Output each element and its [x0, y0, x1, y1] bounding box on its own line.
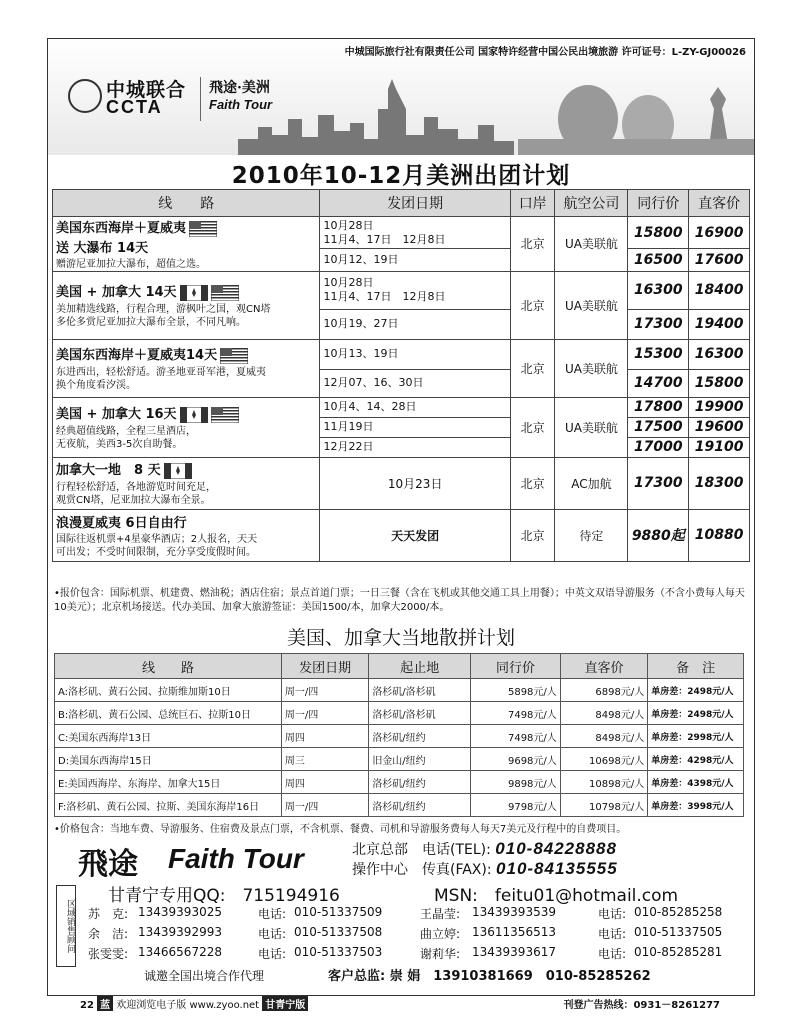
peer-price: 7498元/人	[471, 702, 561, 725]
direct-price: 19600	[689, 417, 750, 437]
ad-hotline: 刊登广告热线：0931－8261277	[563, 1000, 720, 1011]
website-link[interactable]: www.zyoo.net	[189, 1000, 260, 1011]
brand-en: Faith Tour	[209, 97, 273, 112]
remark-cell: 单房差：2498元/人	[648, 679, 744, 702]
table-row	[55, 679, 744, 702]
price-includes-note: •报价包含：国际机票、机建费、燃油税；酒店住宿；景点首道门票；一日三餐（含在飞机或其他交通工具上用餐）；中英文双语导游服务（不含小费每人每天10美元）；北京机场接送。代办美国、加拿大旅游签证：美国1500/本，加拿大2000/本。	[54, 588, 745, 613]
header-remark: 备 注	[648, 654, 744, 679]
route-description: 经典超值线路，全程三星酒店， 无夜航，美西3-5次自助餐。	[56, 425, 196, 450]
route-description: 东进西出，轻松舒适。游圣地亚哥军港，夏威夷 换个角度看汐渓。	[56, 366, 266, 391]
direct-price: 10798元/人	[560, 794, 647, 817]
staff-tel-label: 电话:	[598, 947, 627, 961]
staff-tel-label: 电话:	[598, 927, 627, 941]
globe-icon	[68, 79, 102, 113]
route-cell: C:美国东西海岸13日	[55, 725, 282, 748]
hq-number: 010-84228888	[495, 839, 617, 858]
table-row	[53, 339, 750, 369]
region-sales-label: 区域销售顾问	[56, 885, 76, 967]
direct-price: 16900	[689, 217, 750, 249]
date-cell: 11月19日	[320, 417, 510, 437]
peer-price: 7498元/人	[471, 725, 561, 748]
city-skyline-image	[238, 79, 754, 155]
table-row	[53, 457, 750, 509]
header-date: 发团日期	[320, 190, 510, 217]
peer-price: 15300	[628, 339, 689, 369]
route-name	[56, 217, 316, 237]
staff-mobile: 13439393617	[472, 945, 556, 959]
date-cell: 周四	[281, 725, 368, 748]
date-cell: 12月22日	[320, 437, 510, 457]
remark-cell: 单房差：3998元/人	[648, 794, 744, 817]
hq-label: 北京总部 电话(TEL):	[352, 842, 491, 858]
route-cell	[53, 457, 320, 509]
table-row	[53, 397, 750, 417]
staff-tel-label: 电话:	[258, 947, 287, 961]
route-subtitle: 送 大瀑布 14天	[56, 240, 149, 256]
local-header-row	[55, 654, 744, 679]
ops-fax-row	[352, 859, 752, 879]
staff-tel: 010-85285281	[634, 945, 723, 959]
table-row	[55, 702, 744, 725]
canada-flag-icon	[164, 463, 192, 479]
route-description: 赠游尼亚加拉大瀑布，超值之选。	[56, 258, 206, 270]
table-row	[55, 748, 744, 771]
table-row	[53, 217, 750, 249]
origin-dest-cell: 洛杉矶/纽约	[369, 794, 471, 817]
date-cell: 周三	[281, 748, 368, 771]
route-description: 美加精选线路，行程合理，游枫叶之国，观CN塔 多伦多赏尼亚加拉大瀑布全景，不同凡响。	[56, 303, 271, 328]
usa-flag-icon	[220, 348, 248, 364]
route-title: 加拿大一地 8 天	[56, 463, 161, 479]
table-row	[53, 271, 750, 309]
header-route: 线 路	[55, 654, 282, 679]
peer-price: 17500	[628, 417, 689, 437]
peer-price: 17000	[628, 437, 689, 457]
hq-phone-row	[352, 839, 752, 859]
table-row	[55, 794, 744, 817]
usa-flag-icon	[211, 407, 239, 423]
remark-cell: 单房差：2998元/人	[648, 725, 744, 748]
supervisor-contact: 客户总监: 崇 娟 13910381669 010-85285262	[328, 969, 651, 984]
staff-tel-label: 电话:	[258, 927, 287, 941]
direct-price: 10698元/人	[560, 748, 647, 771]
staff-contacts	[88, 905, 752, 965]
route-name	[56, 281, 316, 301]
staff-row	[88, 925, 752, 945]
agent-invitation: 诚邀全国出境合作代理	[144, 969, 265, 983]
date-cell: 周一/四	[281, 702, 368, 725]
logo-en: CCTA	[106, 97, 163, 117]
route-name: 浪漫夏威夷 6日自由行	[56, 515, 187, 531]
table-row	[55, 725, 744, 748]
origin-dest-cell: 旧金山/纽约	[369, 748, 471, 771]
peer-price: 5898元/人	[471, 679, 561, 702]
logo-cn: 中城联合	[106, 79, 187, 101]
port-cell: 北京	[510, 509, 555, 561]
header-direct-price: 直客价	[689, 190, 750, 217]
date-cell: 周四	[281, 771, 368, 794]
header-port: 口岸	[510, 190, 555, 217]
staff-name: 谢莉华:	[420, 947, 461, 961]
welcome-text: 欢迎浏览电子版	[116, 1000, 187, 1011]
ops-number: 010-84135555	[496, 859, 618, 878]
staff-tel: 010-85285258	[634, 905, 723, 919]
direct-price: 6898元/人	[560, 679, 647, 702]
date-cell: 10月19、27日	[320, 309, 510, 339]
date-cell: 天天发团	[320, 509, 510, 561]
peer-price: 9898元/人	[471, 771, 561, 794]
direct-price: 8498元/人	[560, 725, 647, 748]
header-peer-price: 同行价	[628, 190, 689, 217]
direct-price: 17600	[689, 249, 750, 271]
route-cell	[53, 397, 320, 457]
table-row	[53, 509, 750, 561]
ccta-logo	[64, 73, 194, 121]
peer-price: 9798元/人	[471, 794, 561, 817]
peer-price: 16300	[628, 271, 689, 309]
route-cell	[53, 339, 320, 397]
peer-price: 17800	[628, 397, 689, 417]
edition-badge: 甘青宁版	[262, 996, 308, 1011]
direct-price: 16300	[689, 339, 750, 369]
staff-name: 张雯雯:	[88, 947, 129, 961]
peer-price: 15800	[628, 217, 689, 249]
route-title: 美国 + 加拿大 14天	[56, 285, 177, 301]
hq-contacts	[352, 839, 752, 879]
route-cell	[53, 509, 320, 561]
usa-flag-icon	[211, 285, 239, 301]
direct-price: 19100	[689, 437, 750, 457]
route-cell	[53, 271, 320, 339]
msn-contact: MSN: feitu01@hotmail.com	[434, 886, 679, 906]
route-title: 美国东西海岸＋夏威夷14天	[56, 348, 218, 364]
header-date: 发团日期	[281, 654, 368, 679]
peer-price: 17300	[628, 457, 689, 509]
header-peer-price: 同行价	[471, 654, 561, 679]
route-name	[56, 403, 316, 423]
remark-cell: 单房差：2498元/人	[648, 702, 744, 725]
port-cell: 北京	[510, 339, 555, 397]
route-name	[56, 344, 316, 364]
direct-price: 8498元/人	[560, 702, 647, 725]
peer-price: 9698元/人	[471, 748, 561, 771]
staff-mobile: 13611356513	[472, 925, 556, 939]
ops-label: 操作中心 传真(FAX):	[352, 862, 492, 878]
staff-tel-label: 电话:	[258, 907, 287, 921]
staff-tel: 010-51337508	[294, 925, 383, 939]
direct-price: 18300	[689, 457, 750, 509]
date-cell: 周一/四	[281, 794, 368, 817]
airline-cell: AC加航	[555, 457, 628, 509]
peer-price: 9880起	[628, 509, 689, 561]
staff-name: 曲立婷:	[420, 927, 461, 941]
date-cell: 10月4、14、28日	[320, 397, 510, 417]
brand-en: Faith Tour	[168, 843, 304, 874]
date-cell: 12月07、16、30日	[320, 369, 510, 397]
direct-price: 19900	[689, 397, 750, 417]
page-number: 22	[80, 1000, 94, 1011]
route-cell: F:洛杉矶、黄石公园、拉斯、美国东海岸16日	[55, 794, 282, 817]
port-cell: 北京	[510, 457, 555, 509]
date-cell: 周一/四	[281, 679, 368, 702]
peer-price: 17300	[628, 309, 689, 339]
header-route: 线 路	[53, 190, 320, 217]
local-price-note: •价格包含：当地车费、导游服务、住宿费及景点门票，不含机票、餐费、司机和导游服务费每人每天7美元及行程中的自费项目。	[54, 824, 627, 835]
date-cell: 10月28日 11月4、17日 12月8日	[320, 217, 510, 249]
license-text: 中城国际旅行社有限责任公司 国家特许经营中国公民出境旅游 许可证号：L-ZY-GJ00026	[344, 47, 746, 58]
direct-price: 10880	[689, 509, 750, 561]
canada-flag-icon	[180, 407, 208, 423]
header-origin-dest: 起止地	[369, 654, 471, 679]
origin-dest-cell: 洛杉矶/纽约	[369, 725, 471, 748]
port-cell: 北京	[510, 271, 555, 339]
staff-row	[88, 905, 752, 925]
tours-header-row	[53, 190, 750, 217]
usa-flag-icon	[189, 221, 217, 237]
peer-price: 16500	[628, 249, 689, 271]
route-description: 国际往返机票+4星豪华酒店；2人报名，天天 可出发；不受时间限制，充分享受度假时间。	[56, 533, 258, 558]
airline-cell: UA美联航	[555, 217, 628, 272]
date-cell: 10月13、19日	[320, 339, 510, 369]
route-name	[56, 459, 316, 479]
direct-price: 19400	[689, 309, 750, 339]
route-cell: E:美国西海岸、东海岸、加拿大15日	[55, 771, 282, 794]
route-title: 美国 + 加拿大 16天	[56, 407, 177, 423]
direct-price: 15800	[689, 369, 750, 397]
header-direct-price: 直客价	[560, 654, 647, 679]
staff-mobile: 13466567228	[138, 945, 222, 959]
staff-mobile: 13439393539	[472, 905, 556, 919]
tours-table	[52, 189, 750, 562]
route-cell: B:洛杉矶、黄石公园、总统巨石、拉斯10日	[55, 702, 282, 725]
staff-row	[88, 945, 752, 965]
direct-price: 10898元/人	[560, 771, 647, 794]
canada-flag-icon	[180, 285, 208, 301]
route-cell	[53, 217, 320, 272]
staff-mobile: 13439393025	[138, 905, 222, 919]
qq-contact: 甘青宁专用QQ: 715194916	[108, 886, 340, 906]
route-title: 美国东西海岸＋夏威夷	[56, 221, 187, 236]
page-footer	[80, 996, 720, 1014]
remark-cell: 单房差：4398元/人	[648, 771, 744, 794]
header-airline: 航空公司	[555, 190, 628, 217]
port-cell: 北京	[510, 397, 555, 457]
route-description: 行程轻松舒适，各地游览时间充足， 观赏CN塔，尼亚加拉大瀑布全景。	[56, 481, 216, 506]
faith-tour-brand	[78, 839, 348, 882]
airline-cell: 待定	[555, 509, 628, 561]
date-cell: 10月23日	[320, 457, 510, 509]
staff-tel: 010-51337503	[294, 945, 383, 959]
brand-cn: 飛途·美洲	[209, 80, 270, 96]
airline-cell: UA美联航	[555, 397, 628, 457]
direct-price: 18400	[689, 271, 750, 309]
brand-cn: 飛途	[78, 847, 138, 882]
color-tag: 蓝	[97, 996, 113, 1011]
peer-price: 14700	[628, 369, 689, 397]
staff-name: 余 洁:	[88, 927, 129, 941]
header-banner	[48, 39, 754, 155]
port-cell: 北京	[510, 217, 555, 272]
section-title: 美国、加拿大当地散拼计划	[286, 627, 515, 649]
date-cell: 10月28日 11月4、17日 12月8日	[320, 271, 510, 309]
staff-name: 苏 克:	[88, 907, 129, 921]
local-tours-table	[54, 653, 744, 817]
staff-tel: 010-51337505	[634, 925, 723, 939]
airline-cell: UA美联航	[555, 271, 628, 339]
remark-cell: 单房差：4298元/人	[648, 748, 744, 771]
page-title: 2010年10-12月美洲出团计划	[231, 163, 571, 189]
origin-dest-cell: 洛杉矶/纽约	[369, 771, 471, 794]
staff-tel-label: 电话:	[598, 907, 627, 921]
route-cell: A:洛杉矶、黄石公园、拉斯维加斯10日	[55, 679, 282, 702]
table-row	[55, 771, 744, 794]
staff-tel: 010-51337509	[294, 905, 383, 919]
advertisement-page	[47, 38, 755, 996]
route-cell: D:美国东西海岸15日	[55, 748, 282, 771]
origin-dest-cell: 洛杉矶/洛杉矶	[369, 679, 471, 702]
airline-cell: UA美联航	[555, 339, 628, 397]
origin-dest-cell: 洛杉矶/洛杉矶	[369, 702, 471, 725]
date-cell: 10月12、19日	[320, 249, 510, 271]
staff-name: 王晶莹:	[420, 907, 461, 921]
staff-mobile: 13439392993	[138, 925, 222, 939]
